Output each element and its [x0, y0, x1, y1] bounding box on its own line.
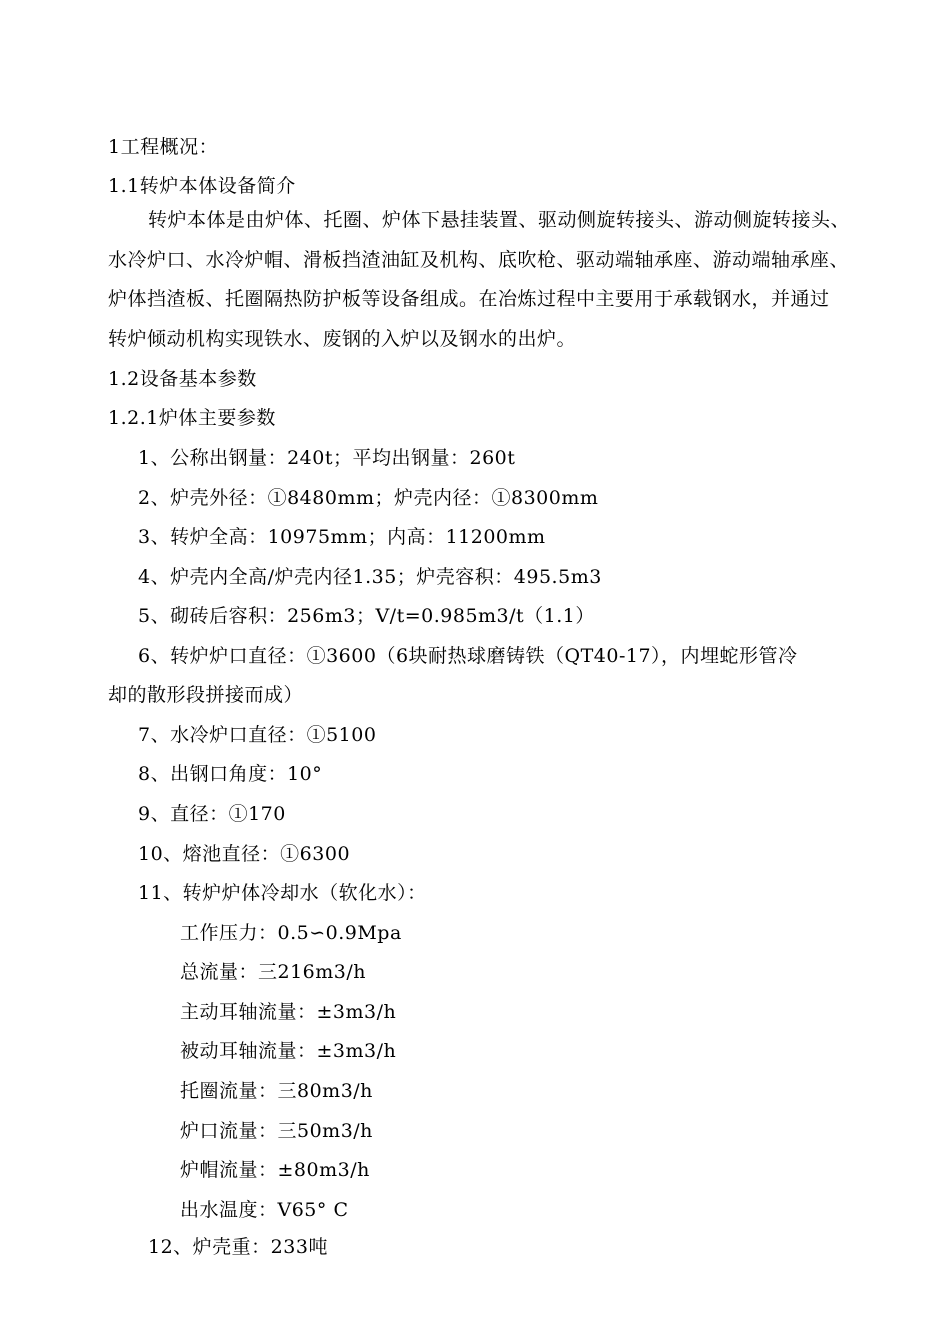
param-item: 4、炉壳内全高/炉壳内径1.35；炉壳容积：495.5m3 [138, 566, 602, 588]
cooling-water-item: 主动耳轴流量：±3m3/h [180, 1001, 397, 1023]
cooling-water-item: 炉帽流量：±80m3/h [180, 1159, 370, 1181]
section-heading-1: 1工程概况： [108, 136, 219, 158]
param-item: 10、熔池直径：①6300 [138, 843, 351, 865]
param-item: 12、炉壳重：233吨 [148, 1236, 328, 1258]
param-item: 11、转炉炉体冷却水（软化水）： [138, 882, 427, 904]
param-item: 1、公称出钢量：240t；平均出钢量：260t [138, 447, 516, 469]
intro-paragraph-line: 转炉本体是由炉体、托圈、炉体下悬挂装置、驱动侧旋转接头、游动侧旋转接头、 [148, 209, 851, 231]
param-item: 2、炉壳外径：①8480mm；炉壳内径：①8300mm [138, 487, 599, 509]
param-item: 6、转炉炉口直径：①3600（6块耐热球磨铸铁（QT40-17），内埋蛇形管冷 [138, 645, 798, 667]
intro-paragraph-line: 炉体挡渣板、托圈隔热防护板等设备组成。在冶炼过程中主要用于承载钢水，并通过 [108, 288, 830, 310]
intro-paragraph-line: 转炉倾动机构实现铁水、废钢的入炉以及钢水的出炉。 [108, 328, 577, 350]
param-item: 7、水冷炉口直径：①5100 [138, 724, 377, 746]
section-heading-1-2: 1.2设备基本参数 [108, 368, 257, 390]
param-item: 3、转炉全高：10975mm；内高：11200mm [138, 526, 546, 548]
intro-paragraph-line: 水冷炉口、水冷炉帽、滑板挡渣油缸及机构、底吹枪、驱动端轴承座、游动端轴承座、 [108, 249, 850, 271]
param-item-continuation: 却的散形段拼接而成） [108, 684, 304, 706]
section-heading-1-1: 1.1转炉本体设备简介 [108, 175, 296, 197]
param-item: 8、出钢口角度：10° [138, 763, 323, 785]
param-item: 9、直径：①170 [138, 803, 286, 825]
cooling-water-item: 被动耳轴流量：±3m3/h [180, 1040, 397, 1062]
section-heading-1-2-1: 1.2.1炉体主要参数 [108, 407, 276, 429]
cooling-water-item: 炉口流量：三50m3/h [180, 1120, 373, 1142]
cooling-water-item: 总流量：三216m3/h [180, 961, 367, 983]
param-item: 5、砌砖后容积：256m3；V/t=0.985m3/t（1.1） [138, 605, 595, 627]
cooling-water-item: 托圈流量：三80m3/h [180, 1080, 373, 1102]
cooling-water-item: 出水温度：V65° C [180, 1199, 349, 1221]
cooling-water-item: 工作压力：0.5∽0.9Mpa [180, 922, 402, 944]
